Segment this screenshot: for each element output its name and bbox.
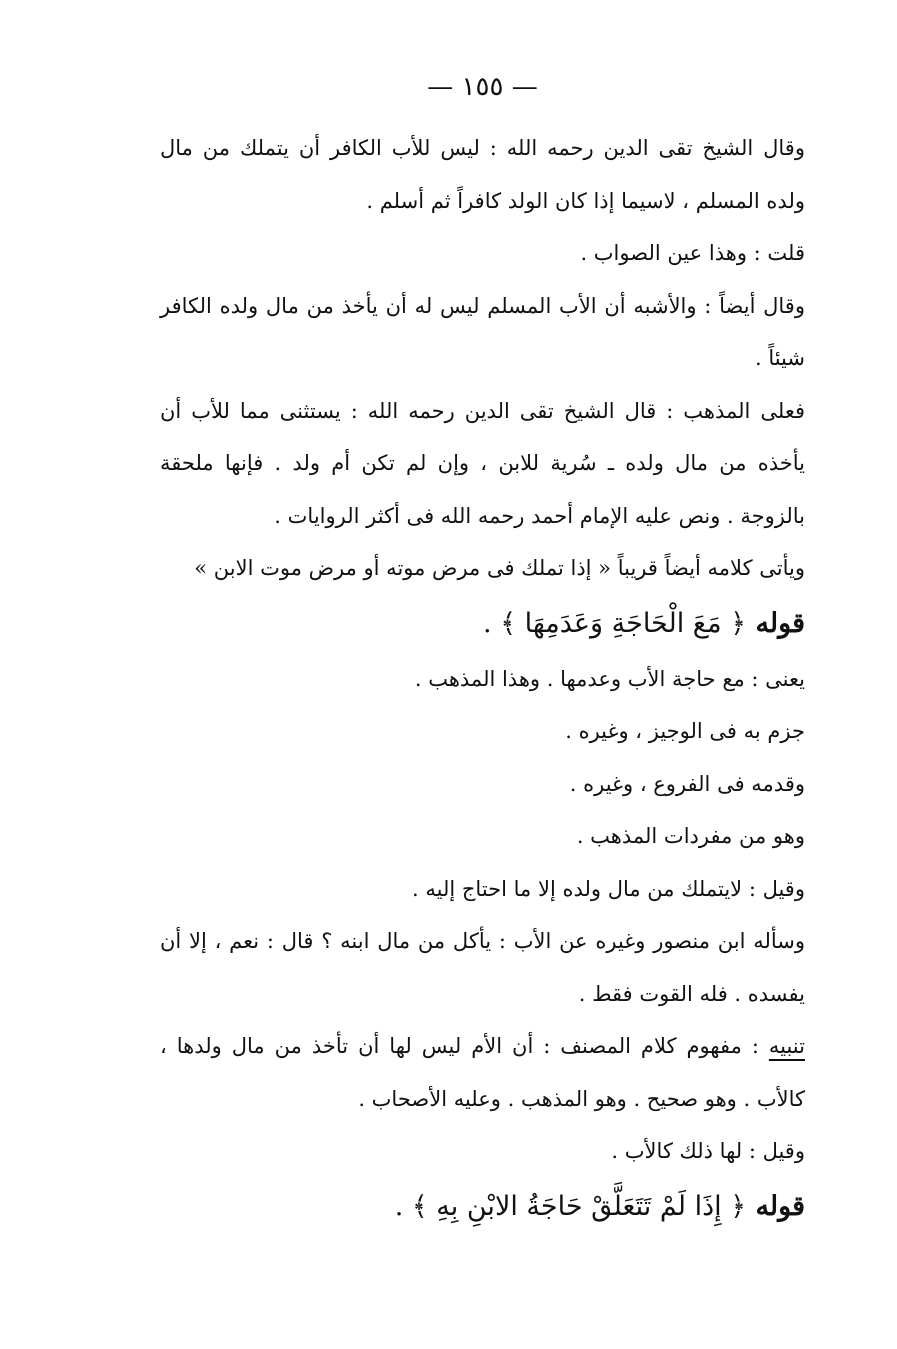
- body-paragraph: وقال الشيخ تقى الدين رحمه الله : ليس للأب الكافر أن يتملك من مال ولده المسلم ، لاسيما إذا كان الولد كافراً ثم أسلم .: [160, 136, 805, 213]
- tanbih-paragraph: [160, 1020, 805, 1125]
- quoted-heading: [160, 595, 805, 653]
- body-paragraph: قلت : وهذا عين الصواب .: [580, 241, 805, 265]
- body-paragraph: وقدمه فى الفروع ، وغيره .: [569, 771, 805, 796]
- body-paragraph: وهو من مفردات المذهب .: [576, 824, 805, 848]
- tanbih-text: : مفهوم كلام المصنف : أن الأم ليس لها أن تأخذ من مال ولدها ، كالأب . وهو صحيح . وهو المذهب . وعليه الأصحاب .: [160, 1034, 805, 1111]
- body-paragraph: ويأتى كلامه أيضاً قريباً « إذا تملك فى مرض موته أو مرض موت الابن »: [194, 556, 805, 580]
- page-number: — ١٥٥ —: [427, 72, 538, 102]
- body-paragraph: يعنى : مع حاجة الأب وعدمها . وهذا المذهب .: [414, 666, 805, 691]
- page-body: [160, 122, 805, 1236]
- body-paragraph: وسأله ابن منصور وغيره عن الأب : يأكل من مال ابنه ؟ قال : نعم ، إلا أن يفسده . فله القوت فقط .: [160, 929, 805, 1006]
- heading-quote: ﴿ مَعَ الْحَاجَةِ وَعَدَمِهَا ﴾ .: [483, 607, 747, 639]
- body-paragraph: جزم به فى الوجيز ، وغيره .: [565, 719, 805, 743]
- heading-label: قوله: [755, 1190, 805, 1222]
- body-paragraph: فعلى المذهب : قال الشيخ تقى الدين رحمه الله : يستثنى مما للأب أن يأخذه من مال ولده ـ سُرية للابن ، وإن لم تكن أم ولد . فإنها ملحقة بالزوجة . ونص عليه الإمام أحمد رحمه الله فى أكثر الروايات .: [160, 398, 805, 528]
- heading-quote: ﴿ إِذَا لَمْ تَتَعَلَّقْ حَاجَةُ الابْنِ بِهِ ﴾ .: [394, 1190, 747, 1222]
- body-paragraph: وقيل : لها ذلك كالأب .: [611, 1139, 805, 1163]
- tanbih-label: تنبيه: [768, 1034, 805, 1058]
- quoted-heading: [160, 1178, 805, 1236]
- body-paragraph: وقيل : لايتملك من مال ولده إلا ما احتاج إليه .: [412, 876, 805, 901]
- heading-label: قوله: [755, 607, 805, 639]
- body-paragraph: وقال أيضاً : والأشبه أن الأب المسلم ليس له أن يأخذ من مال ولده الكافر شيئاً .: [160, 293, 805, 370]
